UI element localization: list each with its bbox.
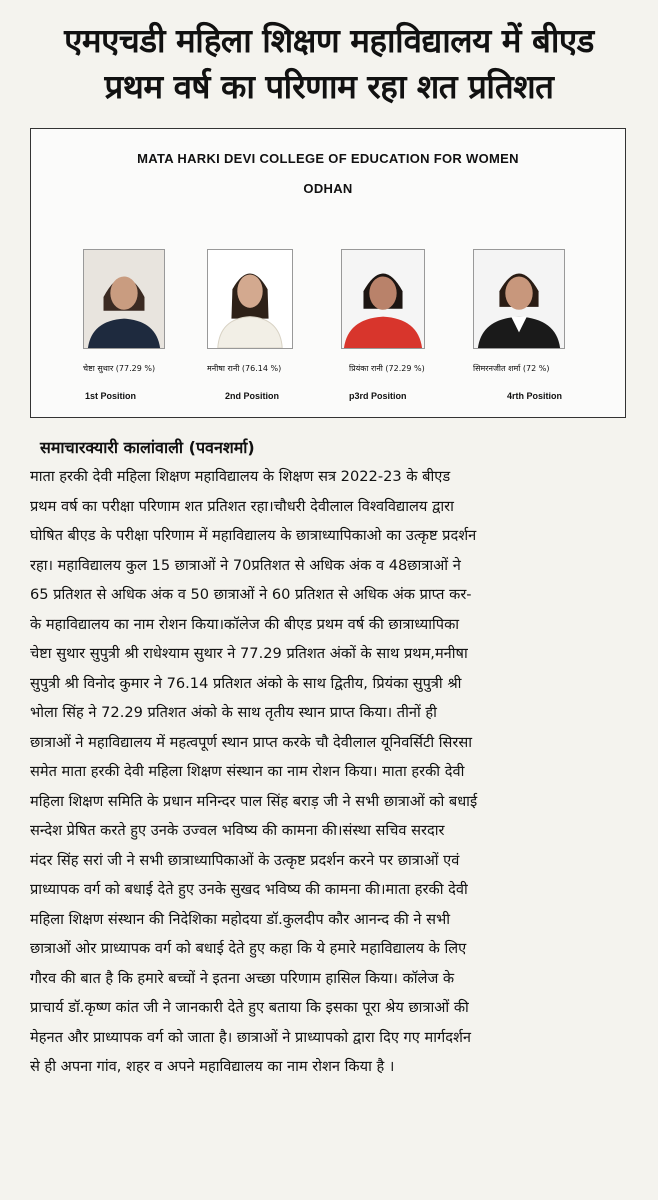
college-location: ODHAN xyxy=(303,181,353,196)
article-byline: समाचारक्यारी कालांवाली (पवनशर्मा) xyxy=(40,438,255,457)
student-photo-1 xyxy=(83,249,165,349)
student-position-4: 4rth Position xyxy=(507,391,563,401)
article-line: घोषित बीएड के परीक्षा परिणाम में महाविद्यालय के छात्राध्यापिकाओ का उत्कृष्ट प्रदर्शन xyxy=(30,527,477,544)
student-photo-3 xyxy=(341,249,425,349)
article-line: चेष्टा सुथार सुपुत्री श्री राधेश्याम सुथार ने 77.29 प्रतिशत अंकों के साथ प्रथम,मनीषा xyxy=(30,645,468,662)
article-line: प्रथम वर्ष का परीक्षा परिणाम शत प्रतिशत रहा।चौधरी देवीलाल विश्वविद्यालय द्वारा xyxy=(30,497,454,515)
student-position-3: p3rd Position xyxy=(349,391,407,401)
article-line: महिला शिक्षण संस्थान की निदेशिका महोदया डॉ.कुलदीप कौर आनन्द की ने सभी xyxy=(30,910,451,928)
student-caption-3: प्रियंका रानी (72.29 %) xyxy=(349,364,425,373)
student-position-2: 2nd Position xyxy=(225,391,279,401)
article-line: छात्राओं ओर प्राध्यापक वर्ग को बधाई देते हुए कहा कि ये हमारे महाविद्यालय के लिए xyxy=(30,940,467,957)
student-photo-2 xyxy=(207,249,293,349)
student-caption-1: चेष्टा सुथार (77.29 %) xyxy=(83,364,156,373)
article-line: माता हरकी देवी महिला शिक्षण महाविद्यालय के शिक्षण सत्र 2022-23 के बीएड xyxy=(30,468,451,485)
headline xyxy=(20,18,638,110)
article-line: महिला शिक्षण समिति के प्रधान मनिन्दर पाल सिंह बराड़ जी ने सभी छात्राओं को बधाई xyxy=(30,792,478,810)
student-photo-card xyxy=(30,128,626,418)
headline-line-2: प्रथम वर्ष का परिणाम रहा शत प्रतिशत xyxy=(104,67,554,106)
article-line: रहा। महाविद्यालय कुल 15 छात्राओं ने 70प्रतिशत से अधिक अंक व 48छात्राओं ने xyxy=(30,556,461,574)
student-position-1: 1st Position xyxy=(85,391,137,401)
article-line: प्राचार्य डॉ.कृष्ण कांत जी ने जानकारी देते हुए बताया कि इसका पूरा श्रेय छात्राओं की xyxy=(30,999,469,1016)
article-line: भोला सिंह ने 72.29 प्रतिशत अंको के साथ तृतीय स्थान प्राप्त किया। तीनों ही xyxy=(30,704,437,721)
article-line: से ही अपना गांव, शहर व अपने महाविद्यालय का नाम रोशन किया है । xyxy=(30,1058,395,1075)
article-line: मेहनत और प्राध्यापक वर्ग को जाता है। छात्राओं ने प्राध्यापको द्वारा दिए गए मार्गदर्शन xyxy=(30,1028,471,1046)
article-line: 65 प्रतिशत से अधिक अंक व 50 छात्राओं ने 60 प्रतिशत से अधिक अंक प्राप्त कर- xyxy=(30,586,472,603)
article-line: सन्देश प्रेषित करते हुए उनके उज्वल भविष्य की कामना की।संस्था सचिव सरदार xyxy=(30,822,445,839)
student-photo-4 xyxy=(473,249,565,349)
article-line: गौरव की बात है कि हमारे बच्चों ने इतना अच्छा परिणाम हासिल किया। कॉलेज के xyxy=(30,969,455,987)
headline-line-1: एमएचडी महिला शिक्षण महाविद्यालय में बीएड xyxy=(64,21,594,60)
article-line: प्राध्यापक वर्ग को बधाई देते हुए उनके सुखद भविष्य की कामना की।माता हरकी देवी xyxy=(30,881,468,898)
student-caption-2: मनीषा रानी (76.14 %) xyxy=(207,364,282,373)
student-caption-4: सिमरनजीत शर्मा (72 %) xyxy=(473,364,550,373)
article-line: के महाविद्यालय का नाम रोशन किया।कॉलेज की बीएड प्रथम वर्ष की छात्राध्यापिका xyxy=(30,615,460,633)
article-line: छात्राओं ने महाविद्यालय में महत्वपूर्ण स्थान प्राप्त करके चौ देवीलाल यूनिवर्सिटी सिरसा xyxy=(30,733,473,751)
article-body xyxy=(30,462,628,1082)
article-line: सुपुत्री श्री विनोद कुमार ने 76.14 प्रतिशत अंको के साथ द्वितीय, प्रियंका सुपुत्री श्री xyxy=(30,674,462,692)
article-line: समेत माता हरकी देवी महिला शिक्षण संस्थान का नाम रोशन किया। माता हरकी देवी xyxy=(30,763,465,780)
article-line: मंदर सिंह सरां जी ने सभी छात्राध्यापिकाओं के उत्कृष्ट प्रदर्शन करने पर छात्राओं एवं xyxy=(30,851,460,869)
college-name: MATA HARKI DEVI COLLEGE OF EDUCATION FOR WOMEN xyxy=(137,151,519,166)
